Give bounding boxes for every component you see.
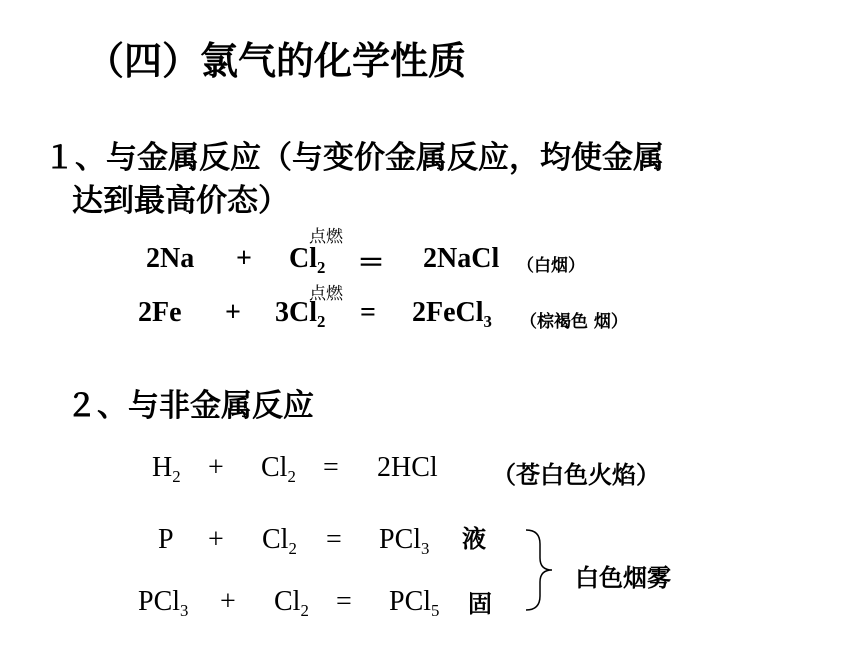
curly-brace	[520, 528, 560, 612]
page-title: （四）氯气的化学性质	[86, 39, 467, 83]
eq2-reactant-3cl2: $3Cl_2$	[275, 297, 326, 331]
reaction-condition-ignite-1: 点燃	[309, 227, 343, 247]
eq5-equals: =	[336, 586, 352, 617]
eq4-state-liquid: 液	[462, 525, 486, 553]
eq3-plus: +	[208, 452, 224, 483]
eq5-reactant-cl2: $Cl_2$	[274, 586, 309, 620]
eq2-product-fecl3: 2FeCl$_3$	[412, 297, 492, 331]
eq3-observation-note: （苍白色火焰）	[492, 461, 660, 489]
eq1-observation-note: （白烟）	[517, 256, 585, 276]
eq4-product-pcl3: PCl$_3$	[379, 524, 430, 558]
section1-heading-line2: 达到最高价态）	[72, 183, 289, 219]
eq1-reactant-cl2: $Cl_2$	[289, 243, 326, 277]
eq1-equals: ＝	[357, 248, 386, 279]
eq5-reactant-pcl3: PCl$_3$	[138, 586, 189, 620]
eq1-reactant-na: 2Na	[146, 243, 195, 274]
eq4-plus: +	[208, 524, 224, 555]
eq1-product-nacl: 2NaCl	[423, 243, 500, 274]
eq4-reactant-cl2: $Cl_2$	[262, 524, 297, 558]
eq5-product-pcl5: PCl$_5$	[389, 586, 440, 620]
eq2-reactant-fe: 2Fe	[138, 297, 182, 328]
eq5-state-solid: 固	[468, 590, 492, 618]
eq2-plus: +	[225, 297, 241, 328]
eq3-equals: =	[323, 452, 339, 483]
eq5-plus: +	[220, 586, 236, 617]
eq4-equals: =	[326, 524, 342, 555]
eq2-equals: =	[360, 297, 376, 328]
reaction-condition-ignite-2: 点燃	[309, 284, 343, 304]
section2-heading: ２、与非金属反应	[66, 388, 314, 424]
eq4-reactant-p: P	[158, 524, 174, 555]
eq1-plus: +	[236, 243, 252, 274]
eq3-product-hcl: 2HCl	[377, 452, 438, 483]
section1-heading-line1: １、与金属反应（与变价金属反应，均使金属	[44, 140, 664, 176]
white-smoke-fog-label: 白色烟雾	[575, 564, 671, 592]
eq3-reactant-h2: $H_2$	[152, 452, 181, 486]
eq2-observation-note: （棕褐色 烟）	[520, 312, 628, 332]
eq3-reactant-cl2: $Cl_2$	[261, 452, 296, 486]
